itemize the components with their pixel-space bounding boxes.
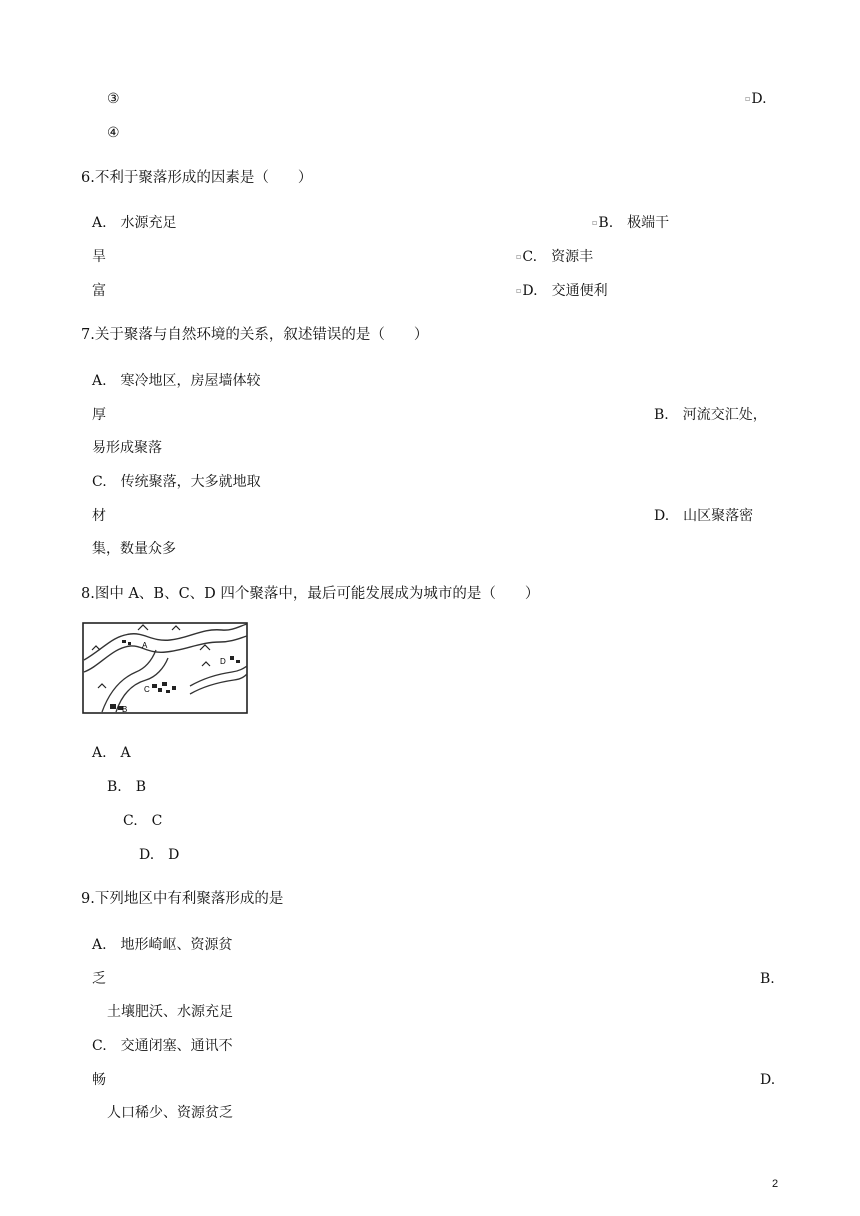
q6-option-a: A. 水源充足 [92,215,177,231]
q5-option-d-label: ▫D. [745,91,767,107]
map-label-a: A [142,641,148,650]
q9-option-b-text: 土壤肥沃、水源充足 [107,1004,233,1020]
q7-option-b-wrap: 易形成聚落 [92,440,162,456]
q9-option-a-wrap: 乏 [92,971,106,987]
q9-option-b-label: B. [760,971,775,987]
q7-option-a-wrap: 厚 [92,407,106,423]
q6-option-c-text: C. 资源丰 [522,249,594,265]
settlement-map [82,620,250,715]
q6-option-b: ▫B. 极端干 [592,215,670,231]
q9-stem: 9.下列地区中有利聚落形成的是 [81,891,284,907]
map-label-b: B [122,705,128,714]
q6-option-b-wrap: 旱 [92,249,106,265]
page-number: 2 [772,1178,779,1190]
q6-option-d: ▫D. 交通便利 [516,283,608,299]
q8-option-b: B. B [107,779,147,795]
q7-option-c: C. 传统聚落，大多就地取 [92,474,261,490]
q7-option-d-wrap: 集，数量众多 [92,541,176,557]
q8-option-c: C. C [123,813,163,829]
q5-option-d-label-text: D. [751,91,767,107]
q9-option-d-label: D. [760,1072,776,1088]
q8-stem: 8.图中 A、B、C、D 四个聚落中，最后可能发展成为城市的是（ ） [81,586,540,602]
q8-option-a: A. A [92,745,131,761]
q7-option-b: B. 河流交汇处， [654,407,767,423]
q9-option-c: C. 交通闭塞、通讯不 [92,1038,233,1054]
q6-option-b-text: B. 极端干 [598,215,670,231]
map-label-c: C [144,685,150,694]
map-label-d: D [220,657,226,666]
q6-stem: 6.不利于聚落形成的因素是（ ） [81,170,313,186]
q8-option-d: D. D [139,847,180,863]
q9-option-a: A. 地形崎岖、资源贫 [92,937,233,953]
q9-option-c-wrap: 畅 [92,1072,106,1088]
settlement-map-figure [82,620,250,715]
q9-option-d-text: 人口稀少、资源贫乏 [107,1105,233,1121]
q6-option-c-wrap: 富 [92,283,106,299]
q7-stem: 7.关于聚落与自然环境的关系，叙述错误的是（ ） [81,327,429,343]
q7-option-c-wrap: 材 [92,508,106,524]
q6-option-c: ▫C. 资源丰 [516,249,594,265]
q6-option-d-text: D. 交通便利 [522,283,608,299]
q7-option-d: D. 山区聚落密 [654,508,754,524]
q5-option-c-circled: ③ [107,91,120,107]
q7-option-a: A. 寒冷地区，房屋墙体较 [92,373,261,389]
q5-option-d-circled: ④ [107,125,120,141]
